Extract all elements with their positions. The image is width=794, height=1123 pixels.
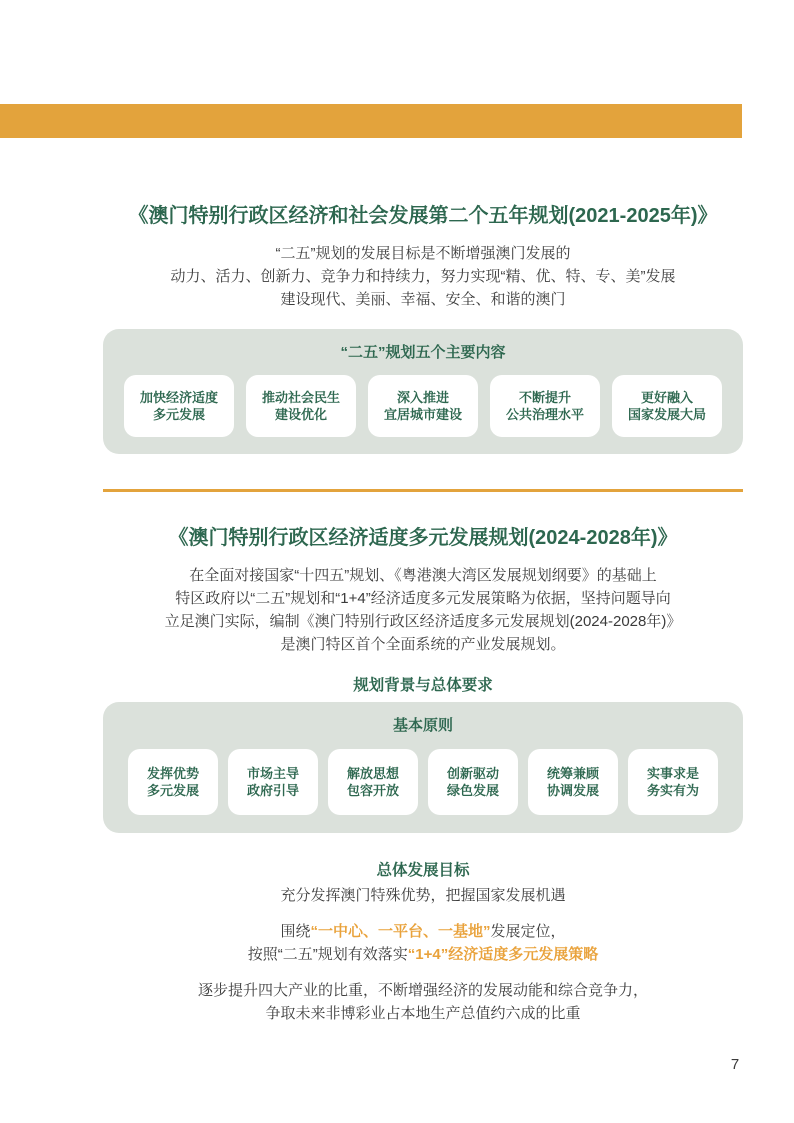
- section-divider: [103, 489, 743, 492]
- content-card: [612, 375, 722, 437]
- content-card: [246, 375, 356, 437]
- basic-principles-panel-title: 基本原则: [392, 717, 453, 734]
- section2-intro-line: 特区政府以“二五”规划和“1+4”经济适度多元发展策略为依据，坚持问题导向: [175, 590, 671, 607]
- goal-line-strategy: [103, 943, 743, 966]
- section2-intro: [103, 564, 743, 656]
- card-line: 公共治理水平: [505, 407, 584, 422]
- five-contents-panel-title: “二五”规划五个主要内容: [340, 344, 506, 361]
- card-line: 协调发展: [546, 783, 599, 798]
- card-line: 深入推进: [396, 390, 449, 405]
- card-line: 不断提升: [518, 390, 571, 405]
- five-contents-panel: [103, 329, 743, 454]
- goal-line: 争取未来非博彩业占本地生产总值约六成的比重: [265, 1005, 581, 1022]
- card-line: 发挥优势: [146, 766, 199, 781]
- principle-card: [628, 749, 718, 815]
- page-content: [103, 0, 743, 1025]
- goal-line-pre: 按照“二五”规划有效落实: [247, 946, 408, 963]
- page-number: 7: [730, 1056, 740, 1073]
- card-line: 更好融入: [640, 390, 693, 405]
- card-line: 包容开放: [346, 783, 399, 798]
- content-card: [368, 375, 478, 437]
- card-line: 实事求是: [646, 766, 699, 781]
- principle-card: [228, 749, 318, 815]
- goal-line-highlight: “一中心、一平台、一基地”: [310, 923, 491, 940]
- goal-line: 逐步提升四大产业的比重，不断增强经济的发展动能和综合竞争力，: [197, 982, 648, 999]
- section1-intro-line: “二五”规划的发展目标是不断增强澳门发展的: [275, 245, 571, 262]
- card-line: 务实有为: [646, 783, 699, 798]
- card-line: 加快经济适度: [139, 390, 218, 405]
- goal-heading: 总体发展目标: [376, 862, 470, 879]
- card-line: 解放思想: [346, 766, 399, 781]
- card-line: 创新驱动: [446, 766, 499, 781]
- card-line: 绿色发展: [446, 783, 499, 798]
- card-line: 市场主导: [246, 766, 299, 781]
- goal-line: 充分发挥澳门特殊优势，把握国家发展机遇: [280, 887, 566, 904]
- goal-line-positioning: [103, 920, 743, 943]
- principle-card: [428, 749, 518, 815]
- goal-line-pre: 围绕: [280, 923, 311, 940]
- section1-title: 《澳门特别行政区经济和社会发展第二个五年规划(2021-2025年)》: [128, 205, 718, 227]
- section1-intro: [103, 242, 743, 311]
- card-line: 建设优化: [274, 407, 327, 422]
- section2-intro-line: 是澳门特区首个全面系统的产业发展规划。: [280, 636, 566, 653]
- basic-principles-cards: [121, 749, 725, 815]
- section2-intro-line: 立足澳门实际，编制《澳门特别行政区经济适度多元发展规划(2024-2028年)》: [164, 613, 682, 630]
- principle-card: [328, 749, 418, 815]
- card-line: 统筹兼顾: [546, 766, 599, 781]
- content-card: [490, 375, 600, 437]
- card-line: 多元发展: [152, 407, 205, 422]
- card-line: 推动社会民生: [261, 390, 340, 405]
- section1-intro-line: 动力、活力、创新力、竞争力和持续力，努力实现“精、优、特、专、美”发展: [170, 268, 676, 285]
- principle-card: [128, 749, 218, 815]
- goal-line-post: 发展定位，: [490, 923, 566, 940]
- basic-principles-panel: [103, 702, 743, 833]
- section2-intro-line: 在全面对接国家“十四五”规划、《粤港澳大湾区发展规划纲要》的基础上: [189, 567, 657, 584]
- card-line: 国家发展大局: [627, 407, 706, 422]
- content-card: [124, 375, 234, 437]
- principle-card: [528, 749, 618, 815]
- five-contents-cards: [121, 375, 725, 437]
- background-heading: 规划背景与总体要求: [353, 677, 493, 694]
- section2-title: 《澳门特别行政区经济适度多元发展规划(2024-2028年)》: [168, 527, 678, 549]
- card-line: 宜居城市建设: [383, 407, 462, 422]
- card-line: 多元发展: [146, 783, 199, 798]
- goal-line-highlight: “1+4”经济适度多元发展策略: [407, 946, 599, 963]
- section1-intro-line: 建设现代、美丽、幸福、安全、和谐的澳门: [280, 291, 566, 308]
- card-line: 政府引导: [246, 783, 299, 798]
